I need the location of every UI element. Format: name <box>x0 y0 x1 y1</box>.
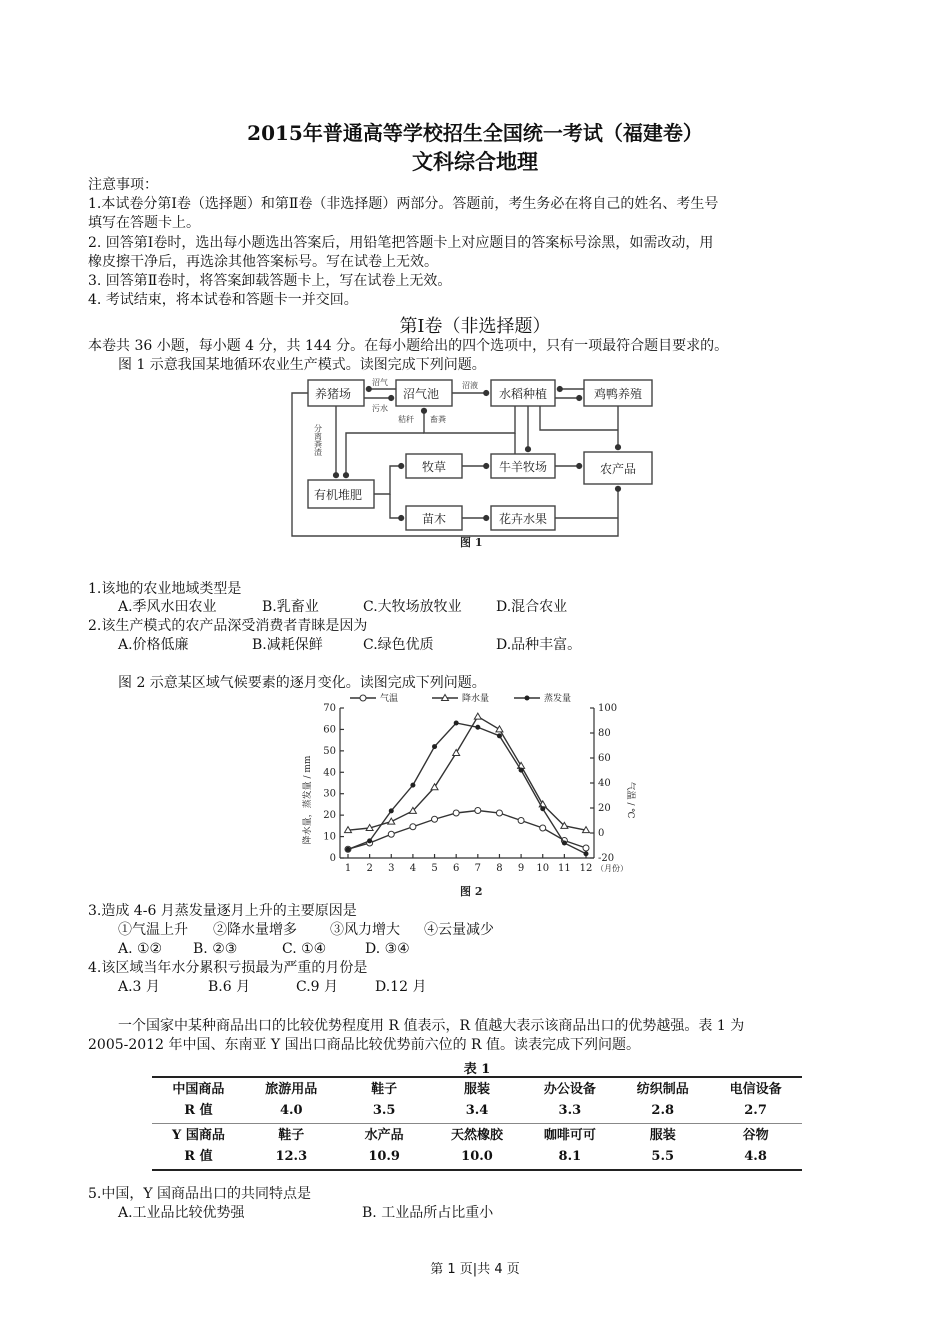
svg-text:80: 80 <box>598 728 611 739</box>
svg-text:70: 70 <box>323 703 336 714</box>
table-cell: 5.5 <box>651 1149 675 1164</box>
svg-text:60: 60 <box>323 724 336 736</box>
label-manure: 畜粪 <box>430 415 446 424</box>
q3-statement-3: ③风力增大 <box>330 922 400 938</box>
chart-ylabel: 降水量，蒸发量 / mm <box>303 755 313 845</box>
svg-text:9: 9 <box>517 863 525 874</box>
svg-text:40: 40 <box>323 767 336 779</box>
q4-option-c[interactable]: C.9 月 <box>296 979 339 995</box>
label-straw: 秸秆 <box>398 415 414 424</box>
q1-option-c[interactable]: C.大牧场放牧业 <box>363 599 462 615</box>
box-pig-farm: 养猪场 <box>315 387 352 401</box>
figure1-diagram <box>288 376 664 548</box>
label-slurry: 沼液 <box>462 381 478 390</box>
question-3-stem: 3.造成 4-6 月蒸发量逐月上升的主要原因是 <box>88 903 357 919</box>
notice-item: 橡皮擦干净后，再选涂其他答案标号。写在试卷上无效。 <box>88 254 438 270</box>
q3-option-b[interactable]: B. ②③ <box>193 941 238 957</box>
table-cell: 2.8 <box>651 1103 675 1118</box>
notice-item: 4. 考试结束，将本试卷和答题卡一并交回。 <box>88 292 358 308</box>
exam-title: 2015年普通高等学校招生全国统一考试（福建卷） <box>247 121 703 145</box>
table-row <box>152 1124 802 1148</box>
table-caption: 表 1 <box>463 1062 491 1077</box>
figure2-prompt: 图 2 示意某区域气候要素的逐月变化。读图完成下列问题。 <box>118 675 486 691</box>
table-cell: R 值 <box>184 1103 213 1118</box>
svg-text:5: 5 <box>431 863 438 874</box>
q5-option-a[interactable]: A.工业品比较优势强 <box>118 1205 245 1221</box>
question-4-stem: 4.该区域当年水分累积亏损最为严重的月份是 <box>88 960 368 976</box>
table-cell: 服装 <box>649 1128 676 1143</box>
q4-option-a[interactable]: A.3 月 <box>118 979 160 995</box>
svg-text:2: 2 <box>366 863 373 874</box>
box-flowers-fruit: 花卉水果 <box>499 512 548 526</box>
box-saplings: 苗木 <box>422 512 447 526</box>
table-cell: 4.8 <box>744 1149 767 1164</box>
q1-option-b[interactable]: B.乳畜业 <box>262 599 319 615</box>
q3-option-d[interactable]: D. ③④ <box>365 941 410 957</box>
svg-text:蒸发量: 蒸发量 <box>544 694 572 704</box>
svg-text:降水量: 降水量 <box>462 694 490 704</box>
svg-text:8: 8 <box>496 863 503 874</box>
q4-option-b[interactable]: B.6 月 <box>208 979 251 995</box>
exam-subtitle: 文科综合地理 <box>412 149 538 174</box>
table-1 <box>152 1058 802 1171</box>
notice-item: 2. 回答第Ⅰ卷时，选出每小题选出答案后，用铅笔把答题卡上对应题目的答案标号涂黑，如需改动，用 <box>88 235 714 251</box>
svg-text:50: 50 <box>323 745 336 757</box>
box-poultry: 鸡鸭养殖 <box>594 387 643 401</box>
table-cell: 办公设备 <box>543 1082 596 1097</box>
notice-item: 3. 回答第Ⅱ卷时，将答案卸载答题卡上，写在试卷上无效。 <box>88 273 452 289</box>
q3-statement-2: ②降水量增多 <box>213 922 297 938</box>
svg-text:12: 12 <box>579 863 593 874</box>
table-row <box>152 1078 802 1102</box>
svg-text:30: 30 <box>323 788 336 800</box>
notice-heading: 注意事项： <box>88 177 158 193</box>
svg-text:0: 0 <box>598 828 605 839</box>
chart-ylabel-right: 气温 / ℃ <box>625 781 635 819</box>
box-compost: 有机堆肥 <box>314 488 363 502</box>
table-cell: 咖啡可可 <box>543 1128 596 1143</box>
box-biogas-pit: 沼气池 <box>403 387 440 401</box>
table-cell: 水产品 <box>364 1128 404 1143</box>
table-cell: 3.4 <box>465 1103 489 1118</box>
table-cell: 旅游用品 <box>265 1082 318 1097</box>
table-cell: 4.0 <box>279 1103 303 1118</box>
q3-statement-4: ④云量减少 <box>424 922 494 938</box>
svg-text:20: 20 <box>598 803 611 814</box>
chart-caption: 图 2 <box>460 885 483 898</box>
q2-option-b[interactable]: B.减耗保鲜 <box>252 637 323 653</box>
svg-text:10: 10 <box>323 831 336 843</box>
svg-text:100: 100 <box>598 703 618 714</box>
question-5-stem: 5.中国，Y 国商品出口的共同特点是 <box>88 1186 312 1202</box>
section-intro: 本卷共 36 小题，每小题 4 分，共 144 分。在每小题给出的四个选项中，只有一项最符合题目要求的。 <box>88 338 729 354</box>
q3-option-c[interactable]: C. ①④ <box>282 941 327 957</box>
notice-item: 1.本试卷分第Ⅰ卷（选择题）和第Ⅱ卷（非选择题）两部分。答题前，考生务必在将自己的姓名、考生号 <box>88 196 719 212</box>
label-sewage: 污水 <box>372 404 388 413</box>
table-prompt-cont: 2005-2012 年中国、东南亚 Y 国出口商品比较优势前六位的 R 值。读表完成下列问题。 <box>88 1037 641 1053</box>
question-1-stem: 1.该地的农业地域类型是 <box>88 581 242 597</box>
label-separated: 分离粪渣 <box>313 424 323 456</box>
table-cell: 服装 <box>464 1082 491 1097</box>
figure1-caption: 图 1 <box>460 536 483 548</box>
q5-option-b[interactable]: B. 工业品所占比重小 <box>362 1205 494 1221</box>
svg-text:11: 11 <box>557 863 571 874</box>
table-cell: 鞋子 <box>371 1082 398 1097</box>
section-title: 第Ⅰ卷（非选择题） <box>399 316 551 337</box>
figure1-prompt: 图 1 示意我国某地循环农业生产模式。读图完成下列问题。 <box>118 357 486 373</box>
svg-text:1: 1 <box>344 863 352 874</box>
table-cell: 10.9 <box>368 1149 400 1164</box>
page-number: 第 1 页|共 4 页 <box>430 1262 520 1277</box>
table-cell: 天然橡胶 <box>451 1128 504 1143</box>
q4-option-d[interactable]: D.12 月 <box>375 979 427 995</box>
table-cell: 10.0 <box>461 1149 493 1164</box>
svg-text:40: 40 <box>598 778 611 789</box>
svg-text:60: 60 <box>598 753 611 764</box>
table-cell: 鞋子 <box>278 1128 305 1143</box>
question-2-stem: 2.该生产模式的农产品深受消费者青睐是因为 <box>88 618 368 634</box>
table-cell: 8.1 <box>558 1149 582 1164</box>
svg-text:10: 10 <box>536 863 550 874</box>
figure2-chart <box>300 690 640 900</box>
box-ranch: 牛羊牧场 <box>499 460 548 474</box>
q2-option-c[interactable]: C.绿色优质 <box>363 637 434 653</box>
q1-option-a[interactable]: A.季风水田农业 <box>118 599 217 615</box>
table-cell: R 值 <box>184 1149 213 1164</box>
notice-item: 填写在答题卡上。 <box>88 215 200 231</box>
label-biogas: 沼气 <box>372 378 388 387</box>
table-cell: 3.5 <box>372 1103 396 1118</box>
table-row <box>152 1148 802 1169</box>
svg-text:20: 20 <box>323 810 336 822</box>
q2-option-a[interactable]: A.价格低廉 <box>118 637 189 653</box>
table-cell: 电信设备 <box>729 1082 782 1097</box>
table-cell: 谷物 <box>742 1128 769 1143</box>
box-products: 农产品 <box>600 462 637 476</box>
table-row <box>152 1102 802 1123</box>
svg-text:3: 3 <box>388 863 395 874</box>
svg-text:0: 0 <box>329 853 336 864</box>
table-cell: 中国商品 <box>172 1082 225 1097</box>
svg-text:（月份）: （月份） <box>596 864 628 873</box>
table-cell: 纺织制品 <box>636 1082 689 1097</box>
q3-option-a[interactable]: A. ①② <box>118 941 163 957</box>
svg-text:-20: -20 <box>598 853 615 864</box>
q1-option-d[interactable]: D.混合农业 <box>496 599 568 615</box>
table-cell: Y 国商品 <box>172 1128 225 1143</box>
svg-text:气温: 气温 <box>380 694 399 704</box>
svg-text:6: 6 <box>452 863 460 874</box>
table-cell: 2.7 <box>744 1103 767 1118</box>
box-rice: 水稻种植 <box>499 387 548 401</box>
svg-text:7: 7 <box>474 863 482 874</box>
q2-option-d[interactable]: D.品种丰富。 <box>496 637 582 653</box>
box-pasture: 牧草 <box>422 460 447 474</box>
table-prompt: 一个国家中某种商品出口的比较优势程度用 R 值表示，R 值越大表示该商品出口的优势越强。表 1 为 <box>118 1018 745 1034</box>
q3-statement-1: ①气温上升 <box>118 922 188 938</box>
table-cell: 3.3 <box>558 1103 582 1118</box>
svg-text:4: 4 <box>409 863 417 874</box>
table-cell: 12.3 <box>275 1149 308 1164</box>
